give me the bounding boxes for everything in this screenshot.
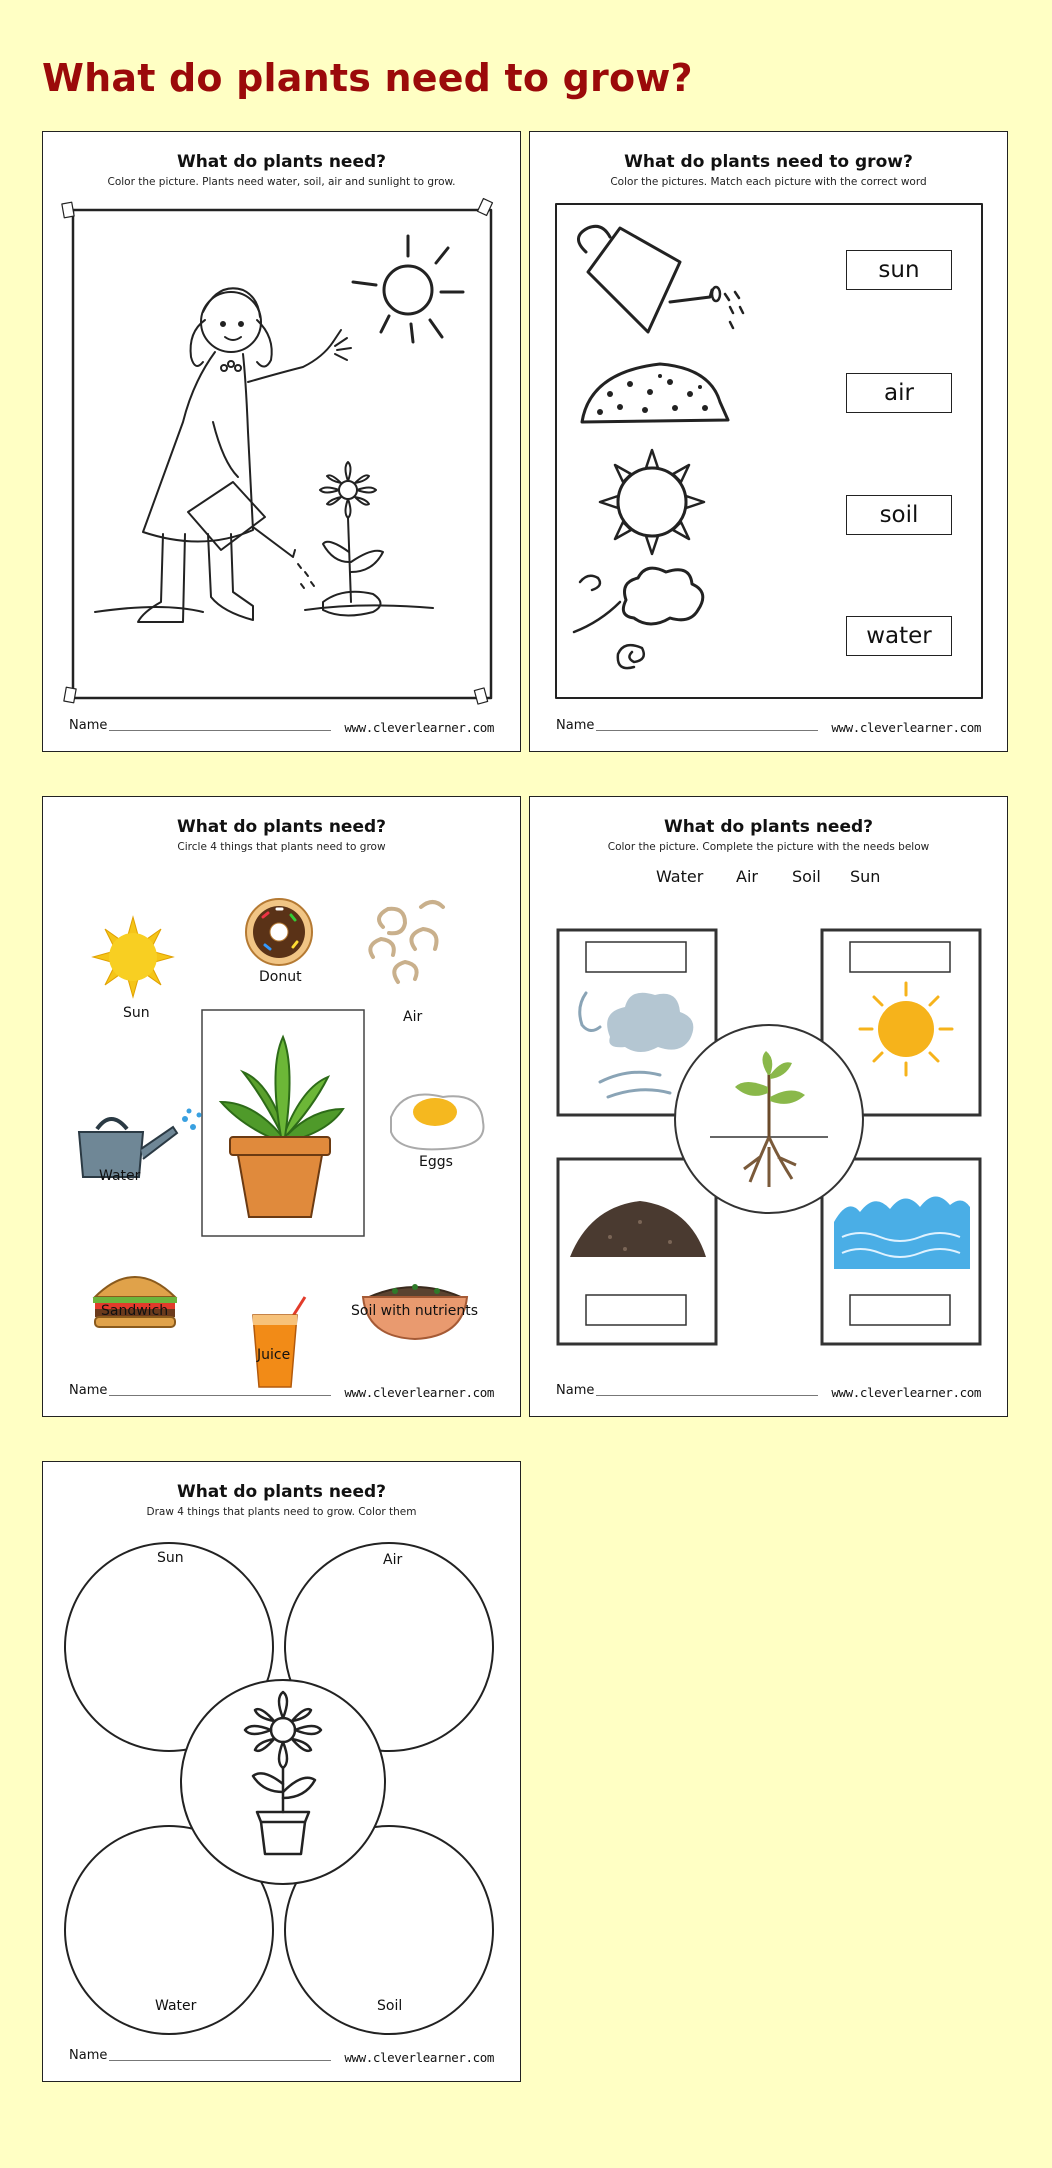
worksheet-title: What do plants need? bbox=[176, 152, 387, 172]
circle-label-water: Water bbox=[155, 1998, 197, 2014]
item-label-juice: Juice bbox=[257, 1347, 291, 1363]
worksheet-instructions: Circle 4 things that plants need to grow bbox=[177, 841, 386, 853]
worksheet-title: What do plants need? bbox=[176, 817, 387, 837]
needs-word-air: Air bbox=[736, 867, 758, 886]
worksheet-circle-needs[interactable] bbox=[42, 796, 521, 1417]
worksheet-title: What do plants need? bbox=[663, 817, 874, 837]
donut-icon bbox=[246, 899, 312, 965]
name-line bbox=[596, 730, 818, 731]
name-line bbox=[109, 1395, 331, 1396]
item-label-soil-with-nutrients: Soil with nutrients bbox=[351, 1303, 478, 1319]
item-label-donut: Donut bbox=[259, 969, 302, 985]
circle-needs-pictures bbox=[43, 797, 521, 1417]
sun-icon bbox=[93, 917, 173, 997]
needs-word-sun: Sun bbox=[850, 867, 881, 886]
draw-needs-circles bbox=[43, 1462, 521, 2082]
coloring-girl-watering-plant-illustration bbox=[43, 132, 521, 752]
complete-picture-diagram bbox=[530, 797, 1008, 1417]
circle-label-soil: Soil bbox=[377, 1998, 403, 2014]
worksheet-draw-needs[interactable] bbox=[42, 1461, 521, 2082]
juice-glass-icon bbox=[253, 1297, 305, 1387]
name-label: Name bbox=[69, 1383, 108, 1398]
watering-can-icon bbox=[79, 1109, 202, 1178]
website-url: www.cleverlearner.com bbox=[344, 2050, 494, 2065]
watering-can-icon bbox=[578, 226, 743, 332]
worksheet-instructions: Color the pictures. Match each picture with the correct word bbox=[610, 176, 927, 188]
name-label: Name bbox=[69, 718, 108, 733]
name-label: Name bbox=[69, 2048, 108, 2063]
website-url: www.cleverlearner.com bbox=[344, 720, 494, 735]
air-wind-icon bbox=[574, 568, 703, 668]
word-box-soil[interactable]: soil bbox=[846, 495, 952, 535]
website-url: www.cleverlearner.com bbox=[831, 720, 981, 735]
circle-label-air: Air bbox=[383, 1552, 403, 1568]
item-label-sandwich: Sandwich bbox=[101, 1303, 169, 1319]
needs-word-soil: Soil bbox=[792, 867, 821, 886]
word-box-water[interactable]: water bbox=[846, 616, 952, 656]
page-title: What do plants need to grow? bbox=[42, 56, 693, 100]
worksheet-instructions: Color the picture. Plants need water, soil, air and sunlight to grow. bbox=[107, 176, 456, 188]
website-url: www.cleverlearner.com bbox=[831, 1385, 981, 1400]
word-box-sun[interactable]: sun bbox=[846, 250, 952, 290]
name-line bbox=[109, 2060, 331, 2061]
name-label: Name bbox=[556, 718, 595, 733]
word-box-air[interactable]: air bbox=[846, 373, 952, 413]
worksheet-complete-picture[interactable] bbox=[529, 796, 1008, 1417]
sun-icon bbox=[600, 450, 704, 554]
item-label-sun: Sun bbox=[123, 1005, 150, 1021]
fried-egg-icon bbox=[391, 1095, 484, 1150]
soil-pile-icon bbox=[582, 364, 728, 422]
circle-label-sun: Sun bbox=[157, 1550, 184, 1566]
worksheet-coloring-girl[interactable] bbox=[42, 131, 521, 752]
needs-word-water: Water bbox=[656, 867, 704, 886]
item-label-water: Water bbox=[99, 1168, 141, 1184]
website-url: www.cleverlearner.com bbox=[344, 1385, 494, 1400]
name-label: Name bbox=[556, 1383, 595, 1398]
name-line bbox=[109, 730, 331, 731]
worksheet-title: What do plants need to grow? bbox=[624, 152, 913, 172]
name-line bbox=[596, 1395, 818, 1396]
worksheet-instructions: Color the picture. Complete the picture with the needs below bbox=[607, 841, 930, 853]
item-label-air: Air bbox=[403, 1009, 423, 1025]
worksheet-instructions: Draw 4 things that plants need to grow. Color them bbox=[146, 1506, 417, 1518]
air-swirls-icon bbox=[370, 902, 443, 982]
item-label-eggs: Eggs bbox=[419, 1154, 453, 1170]
worksheet-matching[interactable] bbox=[529, 131, 1008, 752]
matching-pictures bbox=[530, 132, 1008, 752]
water-waves-icon bbox=[834, 1196, 970, 1269]
sandwich-icon bbox=[93, 1277, 177, 1327]
worksheet-title: What do plants need? bbox=[176, 1482, 387, 1502]
